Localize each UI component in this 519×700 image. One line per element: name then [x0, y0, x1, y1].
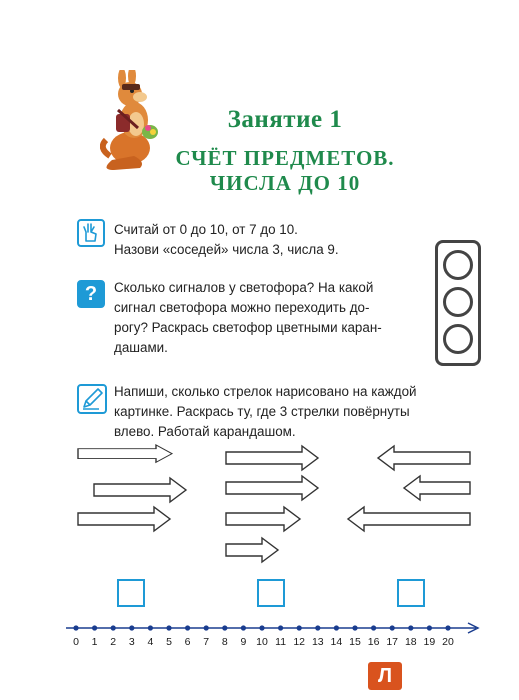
number-line-labels	[66, 636, 486, 650]
traffic-light-lamp-bottom	[443, 324, 473, 354]
lesson-subtitle-line1: СЧЁТ ПРЕДМЕТОВ.	[175, 146, 395, 170]
number-line-label: 7	[203, 636, 210, 648]
number-line-label: 16	[367, 636, 380, 648]
traffic-light	[435, 240, 481, 366]
number-line-label: 11	[275, 636, 287, 648]
arrow-right	[226, 538, 278, 562]
question-glyph: ?	[84, 283, 98, 305]
number-line-label: 15	[349, 636, 361, 648]
arrow-right	[78, 445, 172, 462]
number-line-dot	[204, 625, 209, 630]
arrow-left	[348, 507, 470, 531]
task-2-line: рогу? Раскрась светофор цветными каран-	[114, 320, 382, 335]
number-line-dot	[241, 625, 246, 630]
number-line-dot	[352, 625, 357, 630]
arrow-group-1	[78, 445, 186, 531]
number-line-label: 12	[293, 636, 306, 648]
number-line-label: 9	[240, 636, 247, 648]
number-line-dot	[334, 625, 339, 630]
lesson-title: Занятие 1	[227, 106, 343, 133]
task-3-line: влево. Работай карандашом.	[114, 424, 296, 439]
answer-box-1[interactable]	[117, 579, 145, 607]
number-line-dot	[111, 625, 116, 630]
number-line-dot	[259, 625, 264, 630]
number-line-dot	[129, 625, 134, 630]
arrow-right	[226, 507, 300, 531]
traffic-light-lamp-middle	[443, 287, 473, 317]
lesson-subtitle	[150, 146, 420, 196]
publisher-logo: Л	[368, 662, 402, 690]
task-2-line: сигнал светофора можно переходить до-	[114, 300, 370, 315]
task-1-text	[114, 220, 339, 260]
number-line-label: 1	[91, 636, 98, 648]
arrow-left	[404, 476, 470, 500]
number-line-dot	[427, 625, 432, 630]
pencil-write-icon	[77, 384, 107, 414]
traffic-light-lamp-top	[443, 250, 473, 280]
arrow-group-2	[226, 446, 318, 562]
task-2-line: Сколько сигналов у светофора? На какой	[114, 280, 374, 295]
number-line-dot	[315, 625, 320, 630]
task-2-text	[114, 278, 382, 358]
number-line-label: 14	[330, 636, 343, 648]
counting-hand-icon	[77, 219, 105, 247]
arrow-right	[94, 478, 186, 502]
number-line-dot	[445, 625, 450, 630]
task-3-text	[114, 382, 494, 442]
number-line-dot	[371, 625, 376, 630]
number-line-dot	[408, 625, 413, 630]
arrow-group-3	[348, 446, 470, 531]
answer-box-3[interactable]	[397, 579, 425, 607]
number-line-label: 6	[184, 636, 191, 648]
arrow-right	[226, 476, 318, 500]
number-line-dot	[390, 625, 395, 630]
number-line-label: 17	[386, 636, 399, 648]
arrow-right	[226, 446, 318, 470]
number-line-label: 0	[73, 636, 79, 648]
arrows-figure	[0, 440, 519, 570]
arrow-left	[378, 446, 470, 470]
number-line-dot	[148, 625, 153, 630]
number-line-label: 18	[404, 636, 417, 648]
number-line-label: 20	[442, 636, 454, 648]
question-icon	[77, 280, 105, 308]
task-3-line: картинке. Раскрась ту, где 3 стрелки повёрнуты	[114, 404, 410, 419]
task-3-line: Напиши, сколько стрелок нарисовано на каждой	[114, 384, 417, 399]
number-line-label: 13	[311, 636, 324, 648]
task-1-line: Считай от 0 до 10, от 7 до 10.	[114, 222, 298, 237]
number-line-label: 8	[221, 636, 228, 648]
task-1-line: Назови «соседей» числа 3, числа 9.	[114, 242, 339, 257]
answer-box-2[interactable]	[257, 579, 285, 607]
number-line-dot	[222, 625, 227, 630]
number-line-dot	[166, 625, 171, 630]
lesson-subtitle-line2: ЧИСЛА ДО 10	[209, 171, 361, 195]
number-line-dot	[278, 625, 283, 630]
number-line-dot	[297, 625, 302, 630]
arrow-right	[78, 507, 170, 531]
number-line-label: 5	[166, 636, 172, 648]
number-line-label: 10	[256, 636, 268, 648]
task-2-line: дашами.	[114, 340, 168, 355]
number-line-label: 3	[128, 636, 135, 648]
number-line-label: 2	[110, 636, 117, 648]
number-line-label: 4	[147, 636, 154, 648]
number-line-dot	[185, 625, 190, 630]
number-line-dot	[92, 625, 97, 630]
number-line-label: 19	[423, 636, 436, 648]
number-line-dot	[73, 625, 78, 630]
